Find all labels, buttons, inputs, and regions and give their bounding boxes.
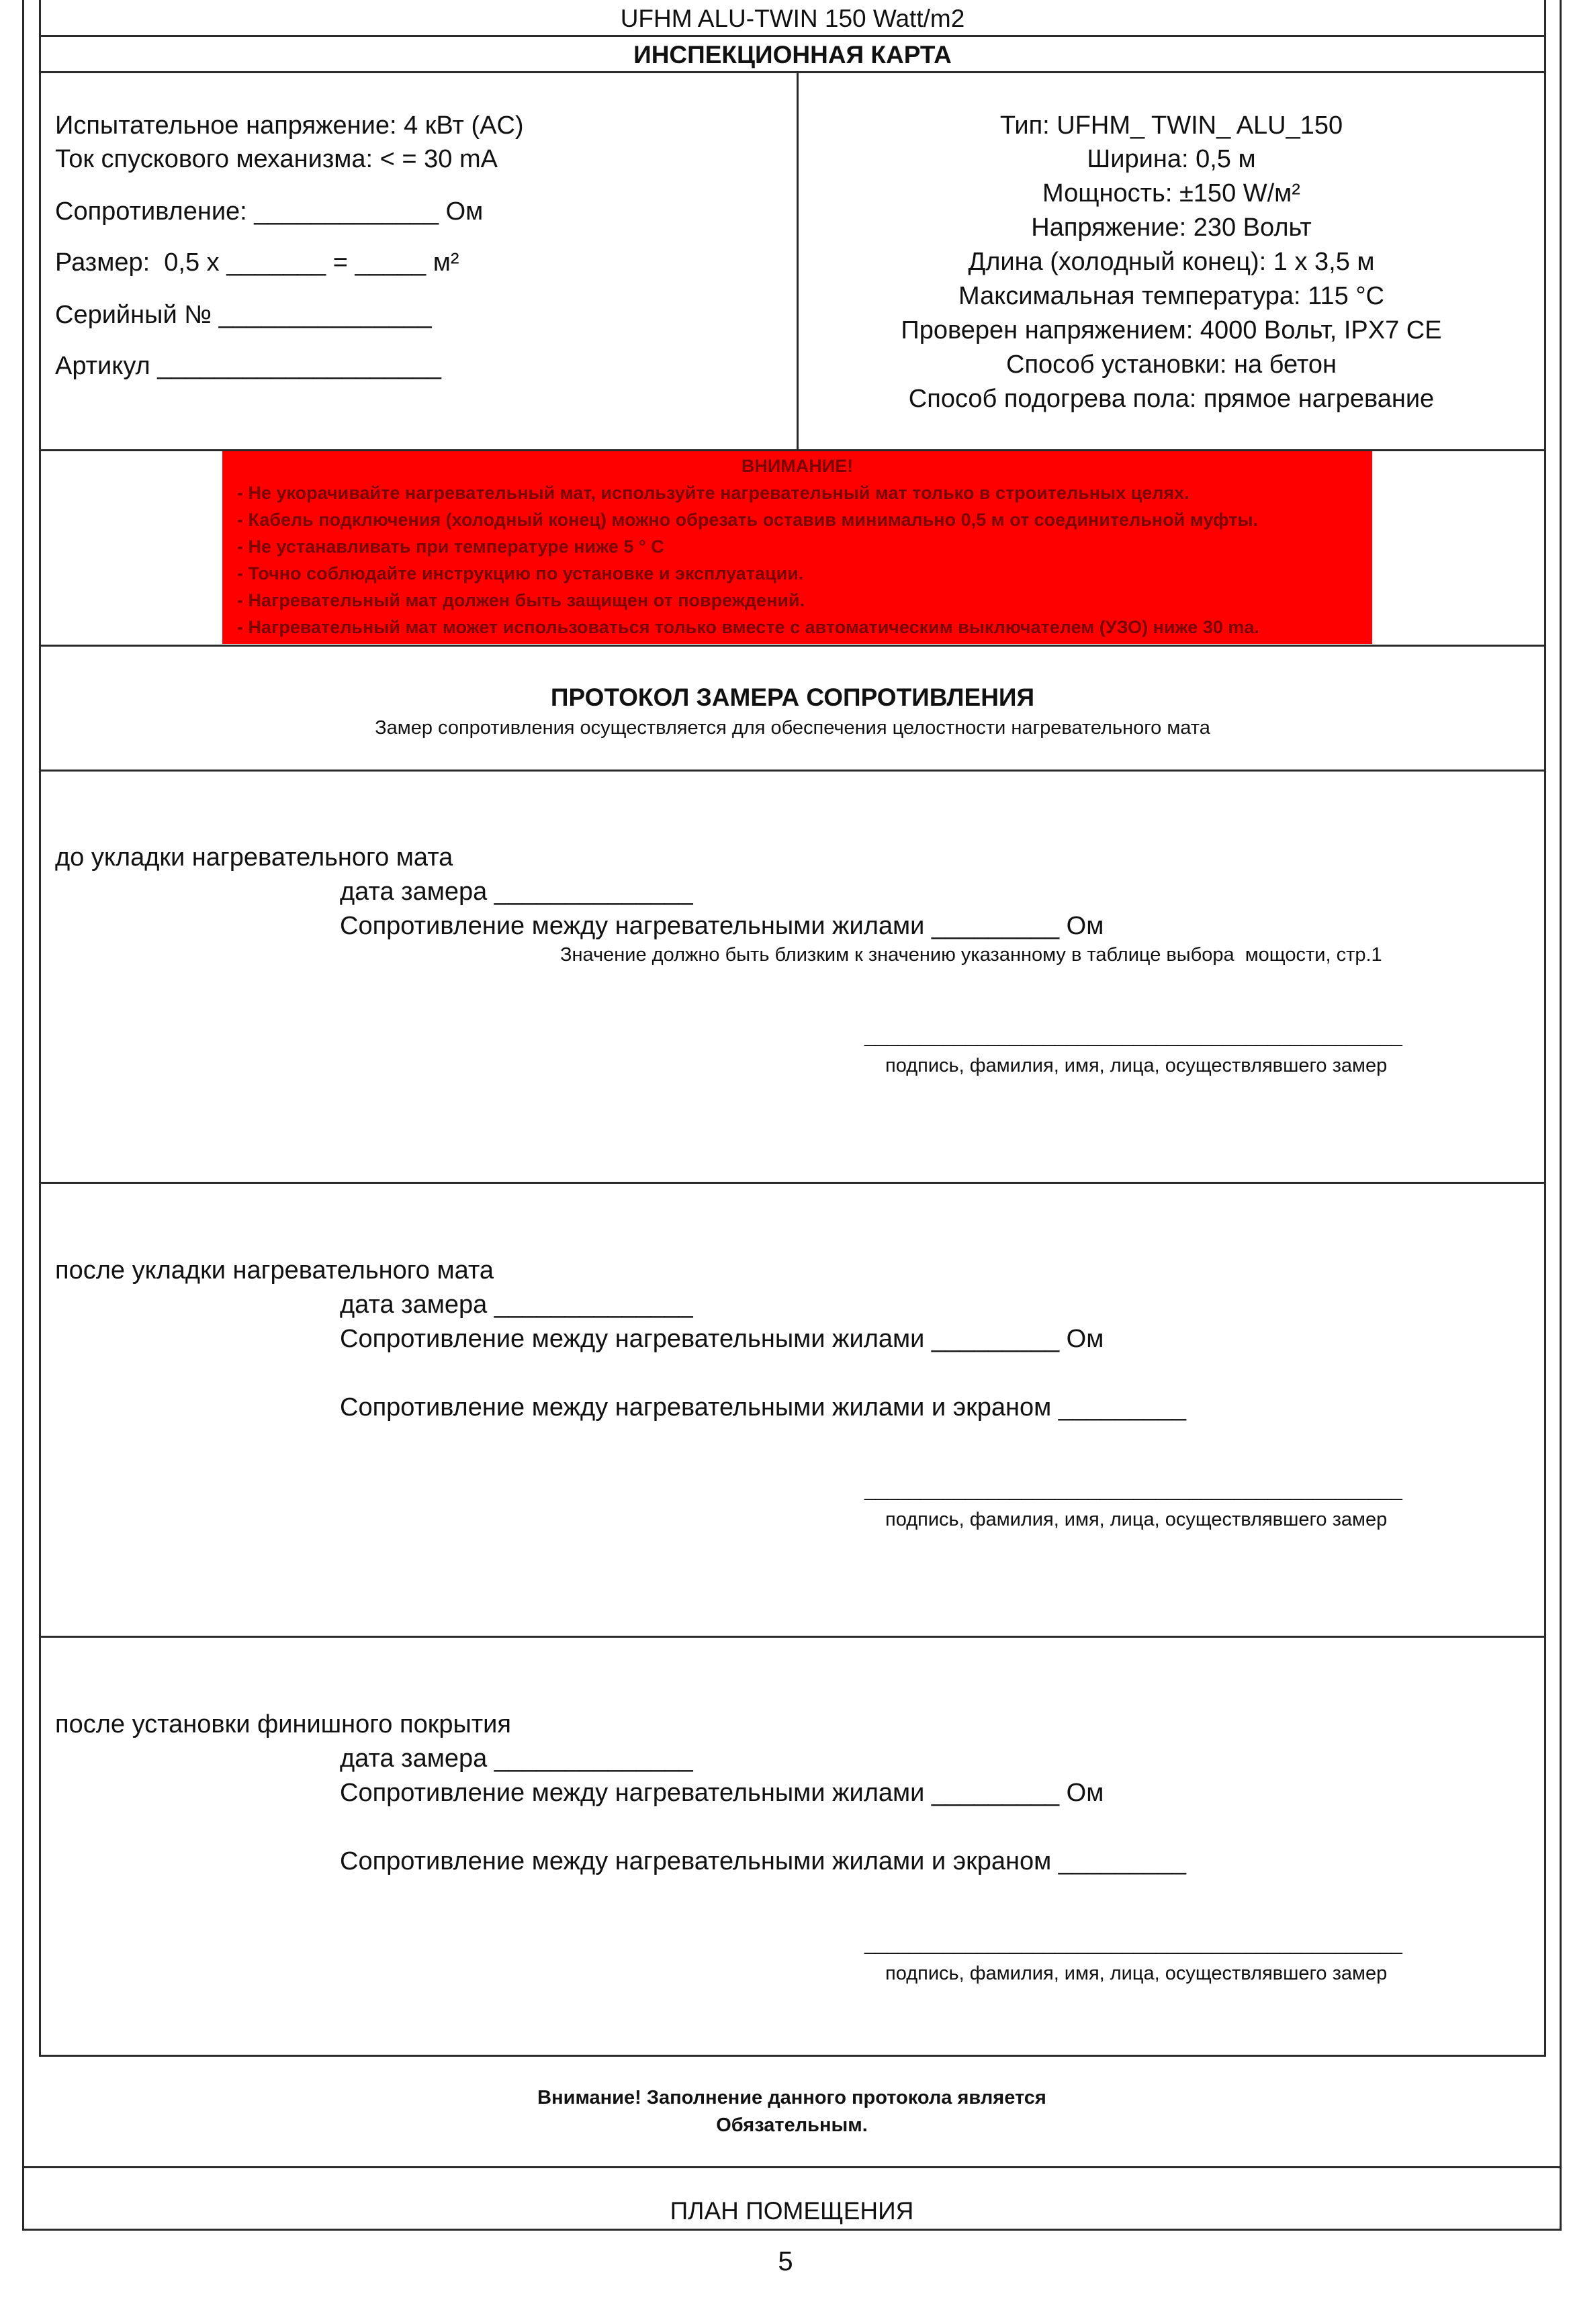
spec-resistance-field: Сопротивление: _____________ Ом: [55, 197, 484, 226]
outer-frame-left: [22, 0, 24, 2231]
outer-frame-bottom: [22, 2229, 1562, 2231]
table-left: [39, 0, 41, 2056]
signature-caption: подпись, фамилия, имя, лица, осуществлявшего замер: [885, 1509, 1388, 1530]
spec-type: Тип: UFHM_ TWIN_ ALU_150: [999, 111, 1343, 140]
warning-box: [222, 451, 1372, 644]
section-heading: после укладки нагревательного мата: [55, 1256, 494, 1285]
row-line-warning-bottom: [39, 645, 1546, 647]
signature-caption: подпись, фамилия, имя, лица, осуществлявшего замер: [885, 1963, 1388, 1984]
spec-cold-lead-length: Длина (холодный конец): 1 x 3,5 м: [968, 248, 1375, 276]
page-number: 5: [778, 2247, 793, 2276]
spec-test-voltage: Испытательное напряжение: 4 кВт (AC): [55, 111, 524, 140]
mandatory-notice-line1: Внимание! Заполнение данного протокола является: [537, 2087, 1046, 2108]
spec-heating-method: Способ подогрева пола: прямое нагревание: [908, 385, 1435, 413]
protocol-subtitle: Замер сопротивления осуществляется для обеспечения целостности нагревательного мата: [375, 717, 1210, 739]
screen-resistance-field: Сопротивление между нагревательными жилами и экраном _________: [340, 1393, 1186, 1422]
date-field: дата замера ______________: [340, 878, 693, 906]
mandatory-notice-line2: Обязательным.: [716, 2114, 868, 2136]
resistance-field: Сопротивление между нагревательными жилами _________ Ом: [340, 1779, 1104, 1807]
section-heading: до укладки нагревательного мата: [55, 843, 453, 872]
spec-voltage: Напряжение: 230 Вольт: [1031, 214, 1312, 242]
row-line-section3-bottom: [39, 2055, 1546, 2057]
signature-line: ________________________________________________: [864, 1933, 1402, 1955]
signature-line: ________________________________________________: [864, 1025, 1402, 1047]
row-line-notice-bottom: [22, 2166, 1562, 2168]
row-line-section2-bottom: [39, 1636, 1546, 1638]
card-title: ИНСПЕКЦИОННАЯ КАРТА: [633, 41, 952, 68]
product-header: UFHM ALU-TWIN 150 Watt/m2: [620, 5, 965, 32]
spec-installation-method: Способ установки: на бетон: [1006, 351, 1337, 379]
resistance-field: Сопротивление между нагревательными жилами _________ Ом: [340, 912, 1104, 940]
table-right: [1544, 0, 1546, 2056]
spec-max-temperature: Максимальная температура: 115 °C: [958, 282, 1384, 310]
warning-title: ВНИМАНИЕ!: [741, 456, 854, 476]
outer-frame-right: [1560, 0, 1562, 2231]
date-field: дата замера ______________: [340, 1291, 693, 1319]
protocol-title: ПРОТОКОЛ ЗАМЕРА СОПРОТИВЛЕНИЯ: [550, 684, 1035, 711]
room-plan-label: ПЛАН ПОМЕЩЕНИЯ: [670, 2197, 914, 2225]
warning-line: - Кабель подключения (холодный конец) можно обрезать оставив минимально 0,5 м от соединительной муфты.: [237, 510, 1259, 530]
section-heading: после установки финишного покрытия: [55, 1710, 511, 1738]
signature-line: ________________________________________________: [864, 1479, 1402, 1501]
spec-trip-current: Ток спускового механизма: < = 30 mA: [55, 145, 498, 173]
spec-power: Мощность: ±150 W/м²: [1042, 179, 1300, 207]
value-note: Значение должно быть близким к значению указанному в таблице выбора мощости, стр.1: [560, 944, 1382, 966]
row-line-title-bottom: [39, 71, 1546, 73]
row-line-section1-bottom: [39, 1182, 1546, 1184]
warning-line: - Нагревательный мат должен быть защищен от повреждений.: [237, 590, 805, 610]
spec-width: Ширина: 0,5 м: [1087, 145, 1256, 173]
warning-line: - Не устанавливать при температуре ниже 5 ° C: [237, 537, 664, 557]
spec-article-field: Артикул ____________________: [55, 352, 441, 380]
signature-caption: подпись, фамилия, имя, лица, осуществлявшего замер: [885, 1055, 1388, 1076]
screen-resistance-field: Сопротивление между нагревательными жилами и экраном _________: [340, 1847, 1186, 1875]
resistance-field: Сопротивление между нагревательными жилами _________ Ом: [340, 1325, 1104, 1353]
spec-size-field: Размер: 0,5 x _______ = _____ м²: [55, 248, 459, 277]
row-line-header-bottom: [39, 35, 1546, 37]
date-field: дата замера ______________: [340, 1745, 693, 1773]
spec-serial-field: Серийный № _______________: [55, 301, 432, 329]
warning-line: - Точно соблюдайте инструкцию по установке и эксплуатации.: [237, 563, 804, 584]
warning-line: - Нагревательный мат может использоваться только вместе с автоматическим выключателем (УЗО) ниже 30 ma.: [237, 617, 1259, 637]
spec-tested-voltage: Проверен напряжением: 4000 Вольт, IPX7 CE: [901, 316, 1442, 344]
warning-line: - Не укорачивайте нагревательный мат, используйте нагревательный мат только в строительных целях.: [237, 483, 1190, 503]
row-line-protocol-bottom: [39, 770, 1546, 772]
